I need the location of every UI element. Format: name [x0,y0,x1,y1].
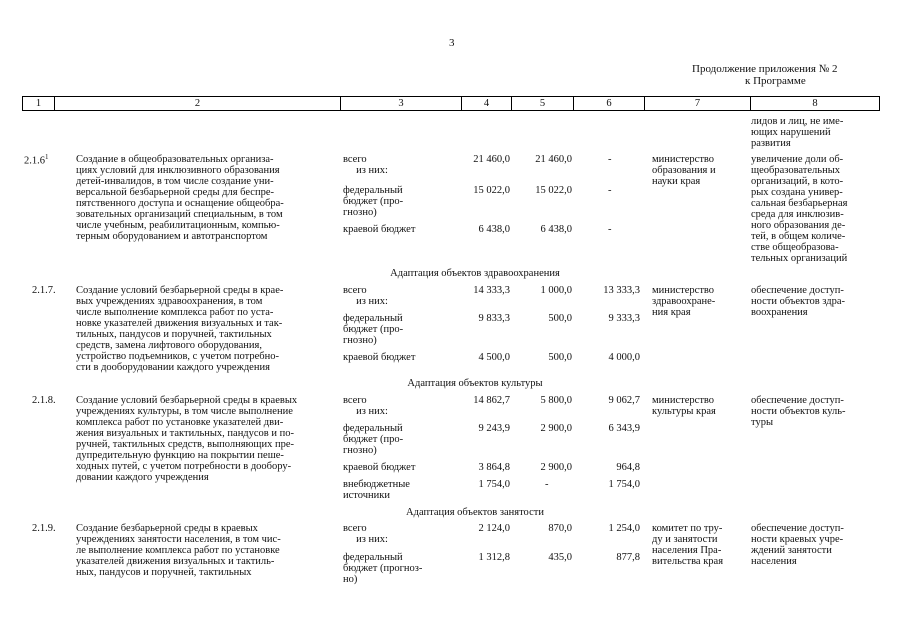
row-executor: министерство здравоохране- ния края [652,285,716,318]
cell-col5: 5 800,0 [540,395,572,406]
row-result: обеспечение доступ- ности объектов здра- воохранения [751,285,845,318]
cell-col5: - [545,479,549,490]
source-label: федеральный бюджет (про- гнозно) [343,423,404,456]
cell-col5: 2 900,0 [540,462,572,473]
source-label: федеральный бюджет (про- гнозно) [343,185,404,218]
row-description: Создание безбарьерной среды в краевых учреждениях занятости населения, в том чис- ле выполнение комплекса работ по установке указателей движения визуальных и тактиль- ных, пандусов и поручней, тактильных [76,523,281,578]
source-label: краевой бюджет [343,352,416,363]
cell-col4: 3 864,8 [478,462,510,473]
row-executor: министерство культуры края [652,395,716,417]
row-description: Создание условий безбарьерной среды в краевых учреждениях культуры, в том числе выполнение комплекса работ по установке указателей дви- жения визуальных и тактильных, пандусов и по- ручней, тактильных средств, выполняющих пре- дупредительную функцию на покрытии пеше- ходных путей, с учетом потребности в дообору- довании каждого учреждения [76,395,298,483]
cell-col5: 6 438,0 [540,224,572,235]
cell-col4: 21 460,0 [473,154,510,165]
cell-col4: 9 833,3 [478,313,510,324]
page-number: 3 [449,37,455,49]
row-result: обеспечение доступ- ности краевых учре- ждений занятости населения [751,523,844,567]
cell-col6: 13 333,3 [603,285,640,296]
cell-col6: - [608,224,612,235]
cell-col5: 21 460,0 [535,154,572,165]
source-label: краевой бюджет [343,462,416,473]
cell-col4: 15 022,0 [473,185,510,196]
col-header-1: 1 [35,98,42,109]
cell-col5: 2 900,0 [540,423,572,434]
row-id: 2.1.9. [32,523,56,534]
continuation-line-2: к Программе [745,75,806,87]
col-header-2: 2 [194,98,201,109]
cell-col5: 435,0 [548,552,572,563]
row-result: увеличение доли об- щеобразовательных организаций, в кото- рых создана универ- сальная безбарьерная среда для инклюзив- ного образования де- тей, в общем количе- стве общеобразова- тельных организаций [751,154,848,264]
section-heading: Адаптация объектов культуры [407,378,543,389]
cell-col5: 870,0 [548,523,572,534]
row-result: обеспечение доступ- ности объектов куль- туры [751,395,846,428]
cell-col5: 15 022,0 [535,185,572,196]
cell-col6: - [608,154,612,165]
source-label: федеральный бюджет (про- гнозно) [343,313,404,346]
cell-col6: 6 343,9 [608,423,640,434]
cell-col6: 964,8 [616,462,640,473]
row-description: Создание в общеобразовательных организа- циях условий для инклюзивного образования детей-инвалидов, в том числе создание уни- версальной безбарьерной среды для беспре- пятственного доступа и оснащение общеобра- зовательных организаций специальным, в том числе учебным, реабилитационным, компью- терным оборудованием и автотранспортом [76,154,284,242]
continuation-line-1: Продолжение приложения № 2 [692,63,838,75]
col-header-3: 3 [398,98,404,109]
cell-col6: 9 333,3 [608,313,640,324]
carry-over-text: лидов и лиц, не име- ющих нарушений развития [751,116,844,149]
col-header-5: 5 [539,98,546,109]
cell-col5: 500,0 [548,313,572,324]
cell-col4: 6 438,0 [478,224,510,235]
source-label: краевой бюджет [343,224,416,235]
col-header-7: 7 [694,98,701,109]
cell-col4: 1 754,0 [478,479,510,490]
source-label: всего из них: [343,154,388,176]
cell-col4: 14 333,3 [473,285,510,296]
source-label: федеральный бюджет (прогноз- но) [343,552,423,585]
col-header-4: 4 [483,98,490,109]
source-label: всего из них: [343,523,388,545]
col-header-8: 8 [812,98,818,109]
table-header [22,96,880,111]
cell-col5: 1 000,0 [540,285,572,296]
cell-col4: 2 124,0 [478,523,510,534]
cell-col6: 877,8 [616,552,640,563]
cell-col4: 14 862,7 [473,395,510,406]
row-id-superscript: 1 [45,153,49,161]
source-label: внебюджетные источники [343,479,410,501]
row-executor: министерство образования и науки края [652,154,716,187]
cell-col6: 9 062,7 [608,395,640,406]
cell-col6: - [608,185,612,196]
row-description: Создание условий безбарьерной среды в крае- вых учреждениях здравоохранения, в том числе выполнение комплекса работ по уста- новке указателей движения визуальных и так- тильных, пандусов и поручней, тактильных средств, замена лифтового оборудования, устройство подъемников, с учетом потребно- сти в дооборудовании каждого учреждения [76,285,284,373]
row-id: 2.1.8. [32,395,56,406]
col-header-6: 6 [606,98,612,109]
section-heading: Адаптация объектов занятости [406,507,544,518]
section-heading: Адаптация объектов здравоохранения [390,268,560,279]
row-executor: комитет по тру- ду и занятости населения Пра- вительства края [652,523,724,567]
cell-col6: 1 754,0 [608,479,640,490]
cell-col4: 1 312,8 [478,552,510,563]
cell-col6: 1 254,0 [608,523,640,534]
cell-col6: 4 000,0 [608,352,640,363]
row-id: 2.1.6$^1$ [24,153,49,167]
row-id: 2.1.7. [32,285,56,296]
source-label: всего из них: [343,395,388,417]
cell-col5: 500,0 [548,352,572,363]
source-label: всего из них: [343,285,388,307]
cell-col4: 9 243,9 [478,423,510,434]
cell-col4: 4 500,0 [478,352,510,363]
